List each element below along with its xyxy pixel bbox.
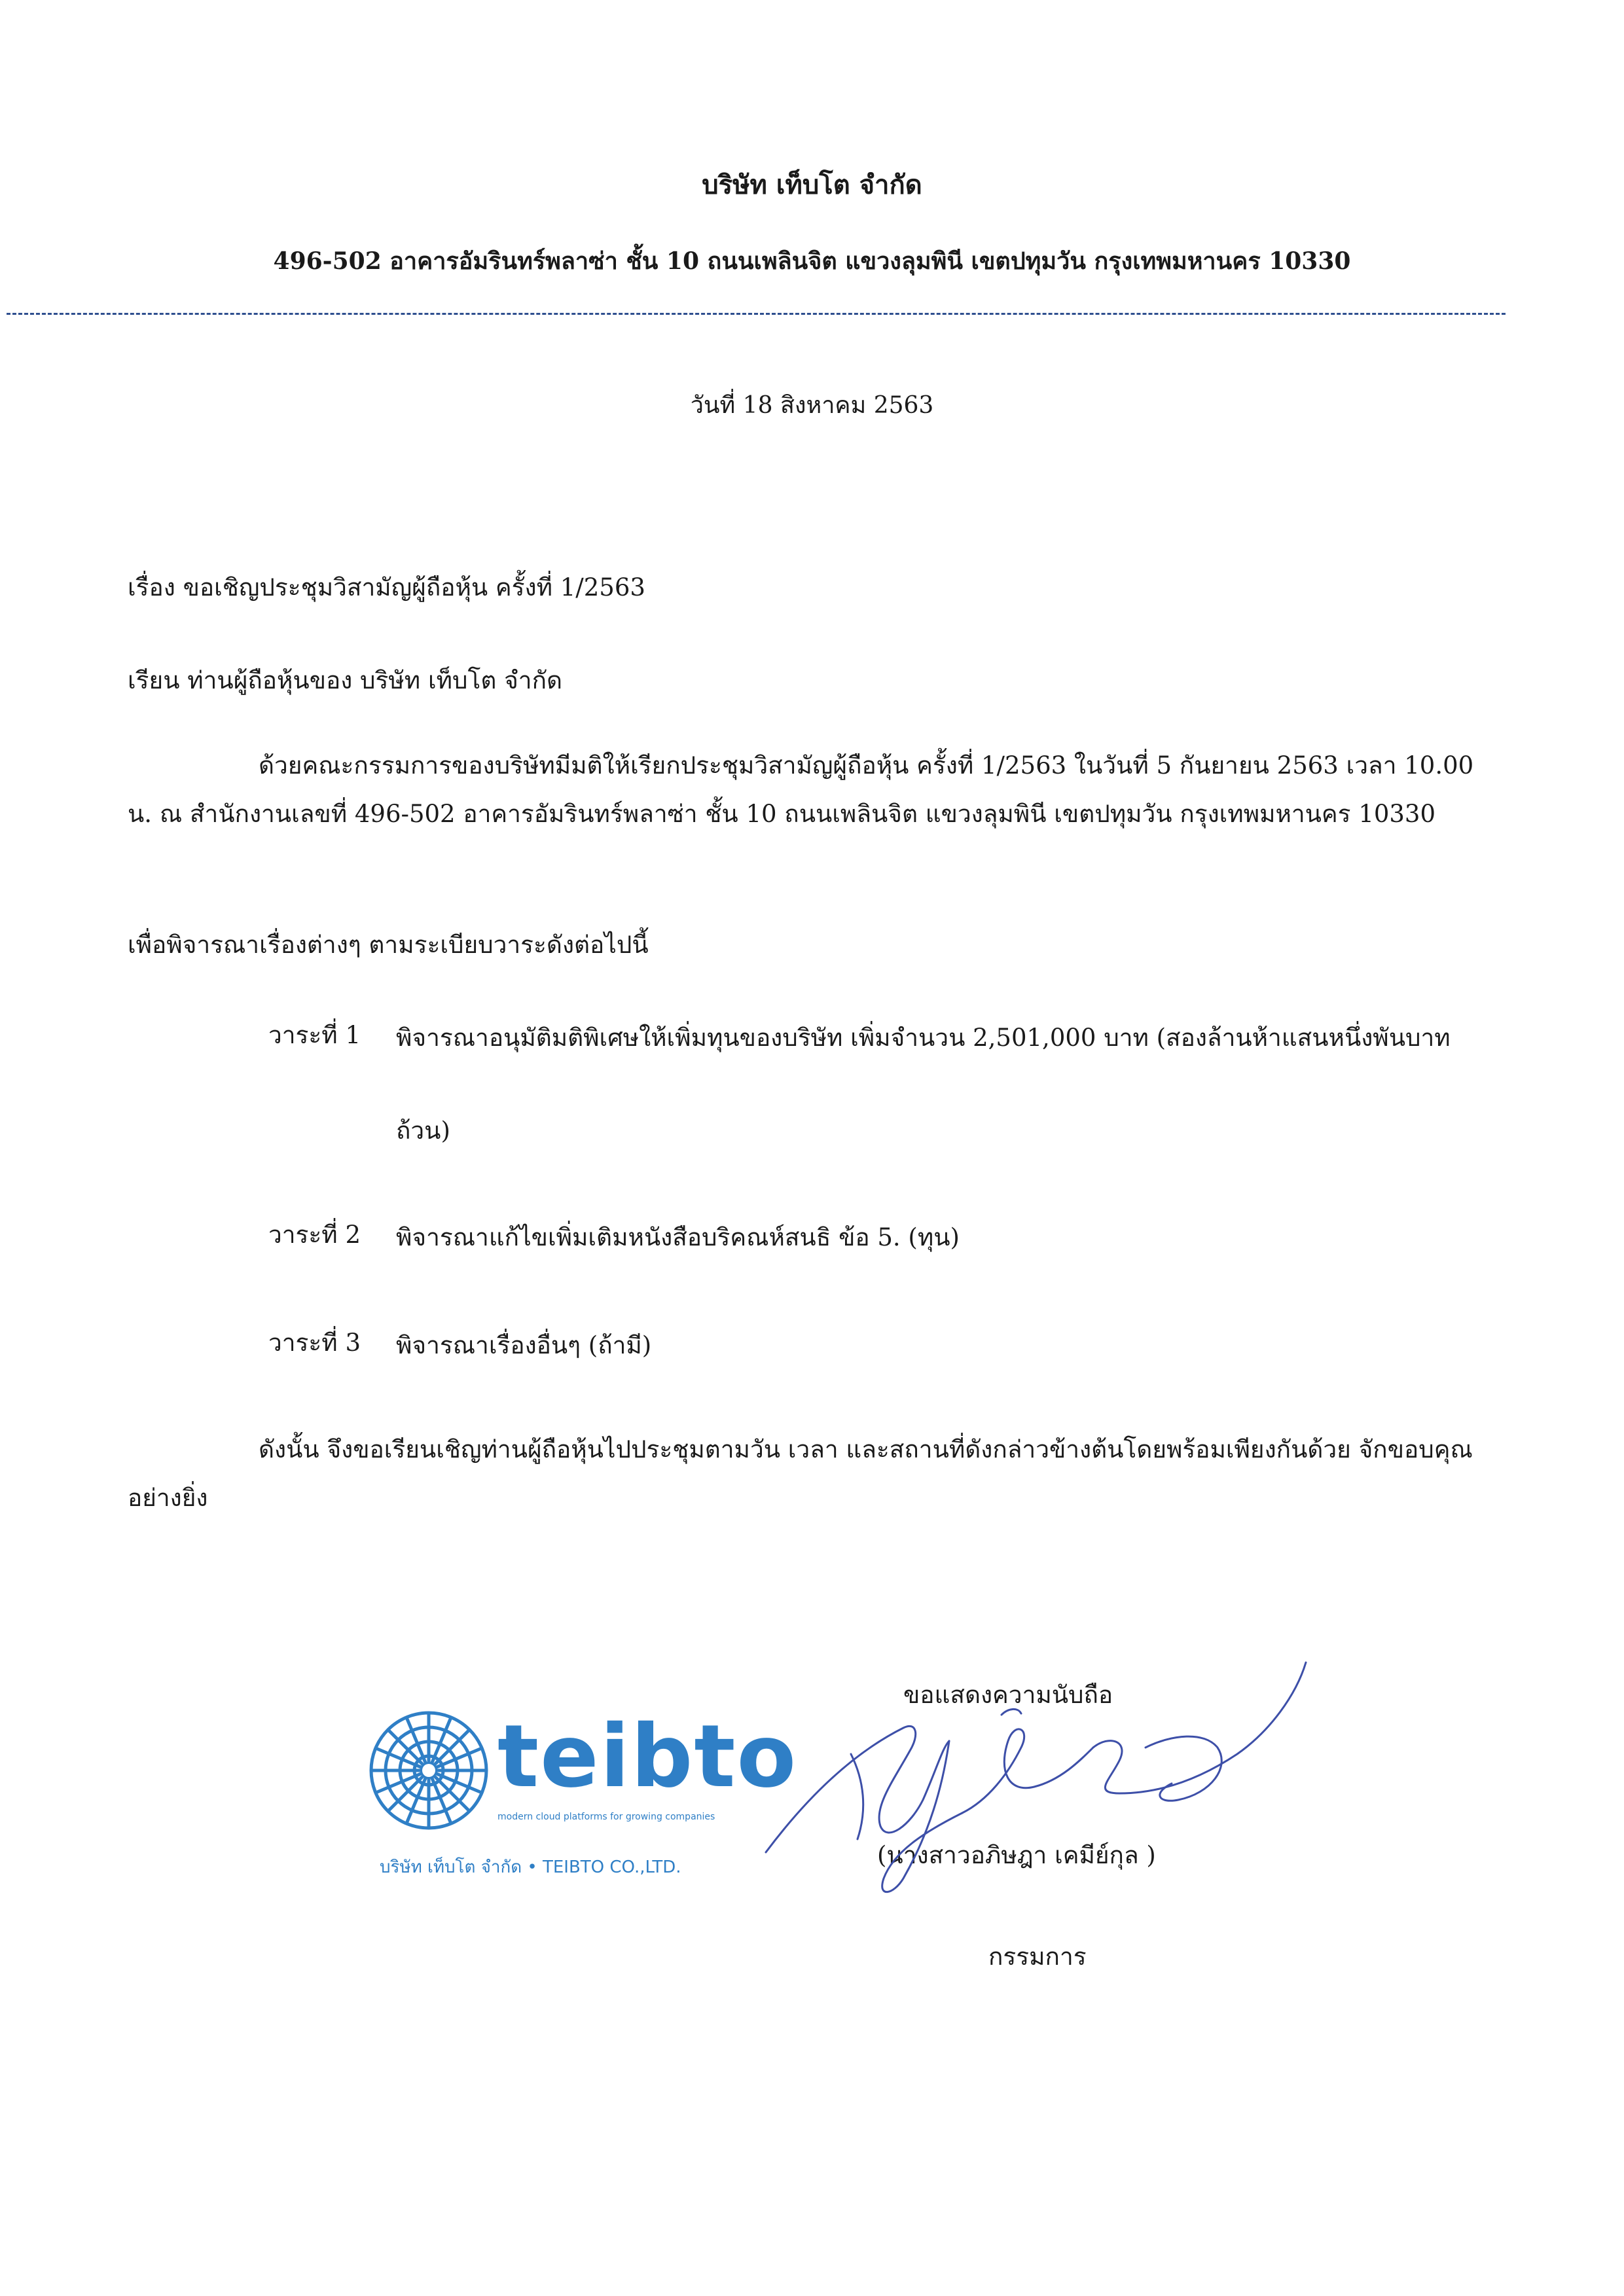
logo-tagline: modern cloud platforms for growing companies <box>497 1812 715 1822</box>
agenda-text-1: พิจารณาอนุมัติมติพิเศษให้เพิ่มทุนของบริษัท เพิ่มจำนวน 2,501,000 บาท (สองล้านห้าแสนหนึ่งพันบาทถ้วน) <box>396 1024 1451 1145</box>
company-address: 496-502 อาคารอัมรินทร์พลาซ่า ชั้น 10 ถนนเพลินจิต แขวงลุมพินี เขตปทุมวัน กรุงเทพมหานคร 10330 <box>273 247 1351 275</box>
signatory-name: (นางสาวอภิษฎา เคมีย์กุล ) <box>877 1841 1156 1869</box>
intro-paragraph <box>128 742 1489 838</box>
globe-icon <box>367 1708 491 1833</box>
signature-closing: ขอแสดงความนับถือ <box>903 1681 1113 1709</box>
agenda-label-3: วาระที่ 3 <box>268 1329 361 1357</box>
company-name: บริษัท เท็บโต จำกัด <box>702 170 922 200</box>
closing-text: ดังนั้น จึงขอเรียนเชิญท่านผู้ถือหุ้นไปประชุมตามวัน เวลา และสถานที่ดังกล่าวข้างต้นโดยพร้อมเพียงกันด้วย จักขอบคุณอย่างยิ่ง <box>128 1435 1473 1512</box>
handwritten-signature <box>753 1636 1329 1911</box>
logo-wordmark: teibto <box>497 1706 798 1807</box>
signatory-title: กรรมการ <box>988 1943 1087 1971</box>
agenda-text-2: พิจารณาแก้ไขเพิ่มเติมหนังสือบริคณห์สนธิ ข้อ 5. (ทุน) <box>396 1223 960 1251</box>
letter-date: วันที่ 18 สิงหาคม 2563 <box>690 392 934 419</box>
closing-paragraph <box>128 1426 1489 1522</box>
recipient-line: เรียน ท่านผู้ถือหุ้นของ บริษัท เท็บโต จำกัด <box>128 666 563 694</box>
intro-text: ด้วยคณะกรรมการของบริษัทมีมติให้เรียกประชุมวิสามัญผู้ถือหุ้น ครั้งที่ 1/2563 ในวันที่ 5 กันยายน 2563 เวลา 10.00 น. ณ สำนักงานเลขที่ 496-502 อาคารอัมรินทร์พลาซ่า ชั้น 10 ถนนเพลินจิต แขวงลุมพินี เขตปทุมวัน กรุงเทพมหานคร 10330 <box>128 751 1474 828</box>
logo-footer: บริษัท เท็บโต จำกัด • TEIBTO CO.,LTD. <box>380 1857 681 1877</box>
agenda-text-3: พิจารณาเรื่องอื่นๆ (ถ้ามี) <box>396 1331 652 1359</box>
purpose-line: เพื่อพิจารณาเรื่องต่างๆ ตามระเบียบวาระดังต่อไปนี้ <box>128 931 649 959</box>
company-logo <box>367 1706 798 1892</box>
agenda-label-1: วาระที่ 1 <box>268 1021 361 1049</box>
header-divider <box>7 313 1506 315</box>
agenda-label-2: วาระที่ 2 <box>268 1221 361 1249</box>
subject-line: เรื่อง ขอเชิญประชุมวิสามัญผู้ถือหุ้น ครั้งที่ 1/2563 <box>128 573 645 601</box>
